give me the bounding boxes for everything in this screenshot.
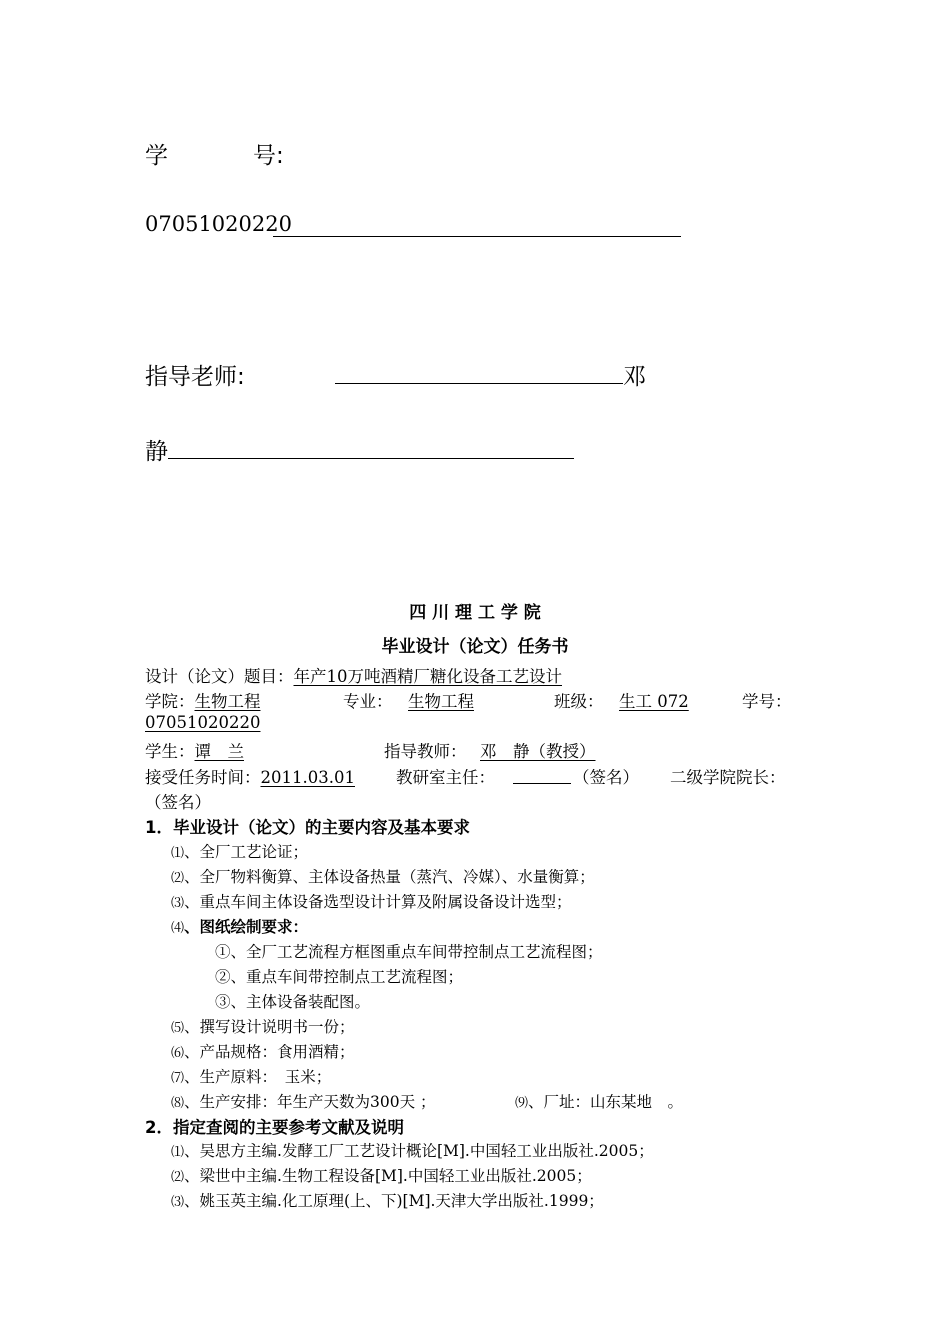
- item-text: 、厂址：山东某地 。: [528, 1093, 684, 1111]
- item-text: 、重点车间主体设备选型设计计算及附属设备设计选型；: [184, 893, 572, 911]
- student-line: [145, 738, 244, 762]
- date-value: 2011.03.01: [260, 768, 355, 787]
- director-label: 教研室主任：: [396, 768, 495, 787]
- date-label: 接受任务时间：: [145, 768, 261, 787]
- cover-advisor-underline-1: [335, 383, 623, 384]
- major-label: 专业：: [343, 692, 393, 711]
- section1-item-6: [171, 1040, 355, 1062]
- cover-student-id-label-1: 学: [145, 143, 168, 169]
- item-text: 、产品规格：食用酒精；: [184, 1043, 355, 1061]
- id-value: 07051020220: [145, 713, 261, 732]
- item-number: ⑸: [171, 1021, 185, 1036]
- item-number: ⑴: [171, 846, 185, 861]
- item-number: ⑵: [171, 1170, 185, 1185]
- taskbook-title: 毕业设计（论文）任务书: [381, 637, 569, 657]
- class-value: 生工 072: [619, 692, 689, 711]
- item-text: 、生产安排：年生产天数为300天 ；: [184, 1093, 436, 1111]
- item-number: ⑹: [171, 1046, 185, 1061]
- school-name: 四 川 理 工 学 院: [409, 603, 541, 623]
- class-label: 班级：: [554, 692, 604, 711]
- reference-item-3: [171, 1189, 604, 1211]
- item-number: ⑵: [171, 871, 185, 886]
- reference-item-1: [171, 1139, 654, 1161]
- section1-item-3: [171, 890, 572, 912]
- cover-advisor-label: 指导老师:: [145, 364, 245, 390]
- section1-item-4: [171, 915, 308, 937]
- item-number: ⑻: [171, 1096, 185, 1111]
- item-text: 、梁世中主编.生物工程设备[M].中国轻工业出版社.2005；: [184, 1167, 592, 1185]
- topic-label: 设计（论文）题目：: [145, 667, 294, 686]
- section1-subitem-2: ②、重点车间带控制点工艺流程图；: [215, 968, 464, 986]
- section1-item-2: [171, 865, 595, 887]
- cover-advisor-name-1: 邓: [623, 364, 646, 390]
- item-number: ⑷: [171, 921, 185, 936]
- item-text: 、姚玉英主编.化工原理(上、下)[M].天津大学出版社.1999；: [184, 1192, 604, 1210]
- item-text: 、生产原料： 玉米；: [184, 1068, 332, 1086]
- section1-item-1: [171, 840, 308, 862]
- item-text: 、撰写设计说明书一份；: [184, 1018, 355, 1036]
- item-number: ⑶: [171, 1195, 185, 1210]
- cover-student-id-value: 07051020220: [145, 212, 292, 236]
- section2-heading: 2．指定查阅的主要参考文献及说明: [145, 1118, 404, 1137]
- cover-student-id-underline: [273, 236, 681, 237]
- id-label: 学号：: [742, 692, 792, 711]
- dean-label: 二级学院院长：: [670, 768, 786, 787]
- section1-heading: 1．毕业设计（论文）的主要内容及基本要求: [145, 818, 470, 837]
- major-value: 生物工程: [408, 692, 474, 711]
- item-number: ⑼: [515, 1096, 529, 1111]
- director-sign: （签名）: [573, 768, 639, 787]
- item-number: ⑺: [171, 1071, 185, 1086]
- item-text: 、全厂工艺论证；: [184, 843, 309, 861]
- college-value: 生物工程: [194, 692, 261, 711]
- section1-item-7: [171, 1065, 331, 1087]
- topic-line: [145, 663, 562, 687]
- section1-subitem-1: ①、全厂工艺流程方框图重点车间带控制点工艺流程图；: [215, 943, 603, 961]
- reference-item-2: [171, 1164, 592, 1186]
- item-text: 、吴思方主编.发酵工厂工艺设计概论[M].中国轻工业出版社.2005；: [184, 1142, 654, 1160]
- college-label: 学院：: [145, 692, 195, 711]
- item-number: ⑴: [171, 1145, 185, 1160]
- id-line: [145, 713, 260, 732]
- advisor-value: 邓 静（教授）: [480, 742, 596, 761]
- cover-student-id-label-2: 号:: [253, 143, 284, 169]
- dean-sign: （签名）: [145, 793, 211, 812]
- item-text: 、图纸绘制要求：: [184, 918, 309, 936]
- section1-item-5: [171, 1015, 355, 1037]
- student-value: 谭 兰: [194, 742, 244, 761]
- topic-value: 年产10万吨酒精厂糖化设备工艺设计: [293, 667, 562, 686]
- item-text: 、全厂物料衡算、主体设备热量（蒸汽、冷媒）、水量衡算；: [184, 868, 595, 886]
- section1-item-9: [515, 1090, 683, 1112]
- section1-item-8: [171, 1090, 436, 1112]
- cover-advisor-name-2: 静: [145, 439, 168, 465]
- date-line: [145, 764, 355, 788]
- section1-subitem-3: ③、主体设备装配图。: [215, 993, 371, 1011]
- student-label: 学生：: [145, 742, 195, 761]
- college-line: [145, 688, 805, 712]
- item-number: ⑶: [171, 896, 185, 911]
- cover-advisor-underline-2: [168, 458, 574, 459]
- director-sign-line: [513, 783, 571, 784]
- advisor-label: 指导教师：: [384, 742, 467, 761]
